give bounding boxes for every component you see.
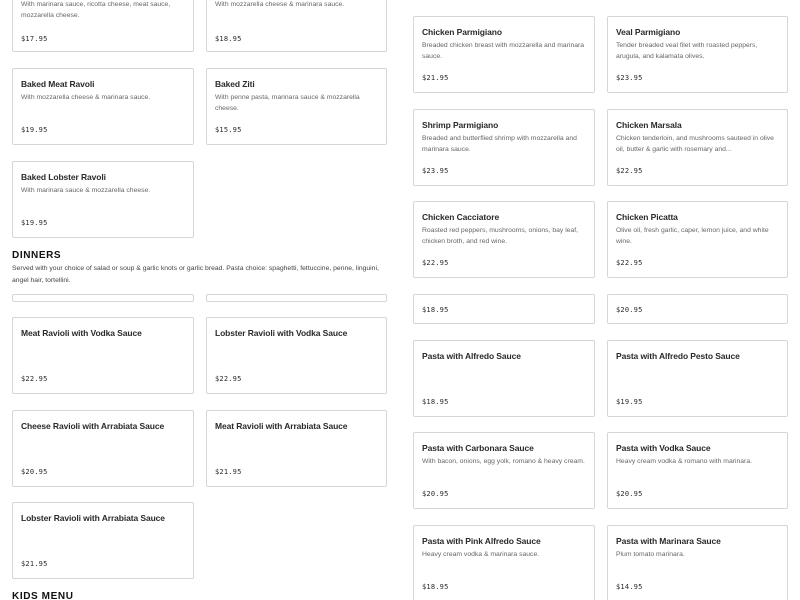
- menu-item-description: With bacon, onions, egg yolk, romano & heavy cream.: [422, 458, 585, 465]
- menu-item-card[interactable]: [206, 0, 387, 52]
- menu-item-card[interactable]: [607, 525, 788, 600]
- menu-item-description: With marinara sauce, ricotta cheese, meat sauce, mozzarella cheese.: [21, 1, 171, 19]
- menu-item-card[interactable]: [413, 525, 595, 600]
- menu-item-card[interactable]: [206, 317, 387, 394]
- menu-item-description: Tender breaded veal filet with roasted peppers, arugula, and kalamata olives.: [616, 42, 758, 60]
- menu-item-price: $21.95: [21, 560, 48, 568]
- menu-item-price: $18.95: [422, 306, 449, 314]
- menu-item-price: $22.95: [616, 167, 643, 175]
- menu-item-title: Veal Parmigiano: [616, 27, 681, 37]
- menu-item-title: Chicken Cacciatore: [422, 212, 500, 222]
- menu-item-card[interactable]: [12, 68, 194, 145]
- menu-item-description: With mozzarella cheese & marinara sauce.: [21, 94, 151, 101]
- menu-item-price: $19.95: [21, 219, 48, 227]
- menu-item-card[interactable]: [607, 201, 788, 278]
- menu-item-card[interactable]: [12, 0, 194, 52]
- menu-item-description: Breaded chicken breast with mozzarella and marinara sauce.: [422, 42, 585, 60]
- menu-item-price: $20.95: [616, 490, 643, 498]
- menu-item-card[interactable]: [206, 68, 387, 145]
- menu-item-card[interactable]: [413, 16, 595, 93]
- menu-item-title: Pasta with Marinara Sauce: [616, 536, 721, 546]
- menu-item-card[interactable]: [206, 294, 387, 302]
- menu-item-title: Pasta with Vodka Sauce: [616, 443, 711, 453]
- menu-item-description: Plum tomato marinara.: [616, 551, 685, 558]
- menu-item-title: Pasta with Alfredo Pesto Sauce: [616, 351, 740, 361]
- menu-item-price: $23.95: [616, 74, 643, 82]
- menu-item-title: Meat Ravioli with Vodka Sauce: [21, 328, 142, 338]
- menu-item-card[interactable]: [12, 502, 194, 579]
- menu-item-price: $19.95: [21, 126, 48, 134]
- menu-item-description: Breaded and butterflied shrimp with mozzarella and marinara sauce.: [422, 135, 577, 153]
- menu-item-price: $23.95: [422, 167, 449, 175]
- menu-item-card[interactable]: [413, 294, 595, 324]
- menu-item-title: Chicken Marsala: [616, 120, 682, 130]
- menu-item-price: $18.95: [422, 583, 449, 591]
- menu-item-card[interactable]: [12, 294, 194, 302]
- menu-item-card[interactable]: [413, 432, 595, 509]
- menu-item-title: Pasta with Alfredo Sauce: [422, 351, 521, 361]
- menu-item-title: Chicken Picatta: [616, 212, 678, 222]
- section-heading-dinners: DINNERS: [12, 250, 62, 261]
- menu-item-price: $18.95: [215, 35, 242, 43]
- menu-item-title: Baked Meat Ravoli: [21, 79, 95, 89]
- menu-item-description: With mozzarella cheese & marinara sauce.: [215, 1, 345, 8]
- menu-item-description: Heavy cream vodka & marinara sauce.: [422, 551, 540, 558]
- menu-item-card[interactable]: [607, 432, 788, 509]
- section-description: Served with your choice of salad or soup & garlic knots or garlic bread. Pasta choice: spaghetti, fettuccine, penne, linguini, angel hair, tortellini.: [12, 265, 379, 284]
- menu-item-price: $22.95: [21, 375, 48, 383]
- menu-item-description: Olive oil, fresh garlic, caper, lemon juice, and white wine.: [616, 227, 769, 245]
- menu-item-card[interactable]: [206, 410, 387, 487]
- menu-item-price: $21.95: [215, 468, 242, 476]
- menu-item-description: Chicken tenderloin, and mushrooms sauteed in olive oil, butter & garlic with rosemary and...: [616, 135, 774, 153]
- menu-item-price: $19.95: [616, 398, 643, 406]
- menu-item-card[interactable]: [413, 201, 595, 278]
- menu-item-price: $20.95: [21, 468, 48, 476]
- menu-item-title: Cheese Ravioli with Arrabiata Sauce: [21, 421, 165, 431]
- menu-item-title: Lobster Ravioli with Arrabiata Sauce: [21, 513, 165, 523]
- menu-item-price: $18.95: [422, 398, 449, 406]
- menu-item-price: $20.95: [616, 306, 643, 314]
- menu-item-card[interactable]: [12, 161, 194, 238]
- menu-item-title: Chicken Parmigiano: [422, 27, 502, 37]
- menu-item-description: Roasted red peppers, mushrooms, onions, bay leaf, chicken broth, and red wine.: [422, 227, 579, 245]
- menu-item-price: $22.95: [422, 259, 449, 267]
- menu-item-description: With marinara sauce & mozzarella cheese.: [21, 187, 151, 194]
- menu-item-card[interactable]: [607, 109, 788, 186]
- menu-item-card[interactable]: [12, 317, 194, 394]
- menu-item-title: Baked Lobster Ravoli: [21, 172, 106, 182]
- menu-item-card[interactable]: [607, 294, 788, 324]
- menu-item-card[interactable]: [413, 340, 595, 417]
- menu-item-price: $20.95: [422, 490, 449, 498]
- menu-item-price: $17.95: [21, 35, 48, 43]
- menu-item-price: $15.95: [215, 126, 242, 134]
- menu-item-price: $22.95: [616, 259, 643, 267]
- menu-item-price: $22.95: [215, 375, 242, 383]
- menu-item-price: $14.95: [616, 583, 643, 591]
- menu-item-description: With penne pasta, marinara sauce & mozzarella cheese.: [215, 94, 360, 112]
- menu-item-title: Meat Ravioli with Arrabiata Sauce: [215, 421, 348, 431]
- menu-item-card[interactable]: [12, 410, 194, 487]
- section-heading-kids-menu: KIDS MENU: [12, 591, 74, 600]
- menu-item-description: Heavy cream vodka & romano with marinara.: [616, 458, 752, 465]
- menu-item-price: $21.95: [422, 74, 449, 82]
- menu-item-title: Pasta with Pink Alfredo Sauce: [422, 536, 541, 546]
- menu-item-title: Lobster Ravioli with Vodka Sauce: [215, 328, 348, 338]
- menu-item-title: Shrimp Parmigiano: [422, 120, 499, 130]
- menu-item-card[interactable]: [607, 16, 788, 93]
- menu-item-card[interactable]: [607, 340, 788, 417]
- menu-item-card[interactable]: [413, 109, 595, 186]
- menu-item-title: Baked Ziti: [215, 79, 255, 89]
- menu-item-title: Pasta with Carbonara Sauce: [422, 443, 534, 453]
